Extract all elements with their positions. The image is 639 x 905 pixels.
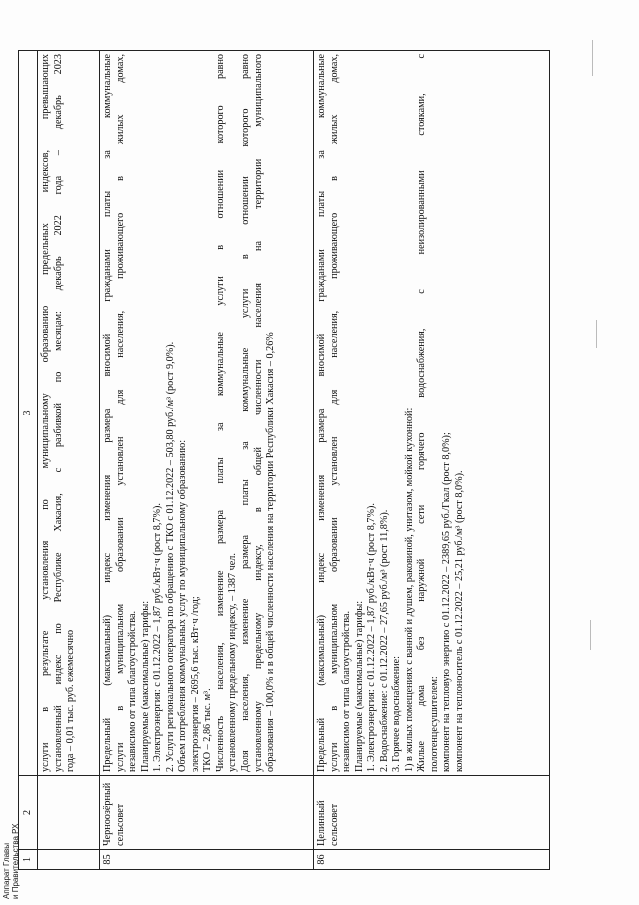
text-line: компонент на теплоноситель с 01.12.2022 – 25,21 руб./м³ (рост 8,0%). bbox=[454, 470, 466, 772]
text-line: Предельный (максимальный) индекс изменения размера вносимой гражданами платы за коммунальные bbox=[316, 54, 327, 772]
row-number bbox=[38, 850, 100, 870]
municipality-name: Черноозёрный сельсовет bbox=[100, 776, 314, 850]
text-line: установленному предельному индексу, – 1387 чел. bbox=[227, 553, 239, 772]
stamp-line: и Правительства РХ bbox=[11, 823, 21, 899]
table-header-row bbox=[19, 51, 38, 870]
text-line: Жилые дома без наружной сети горячего водоснабжения, с неизолированными стояками, с bbox=[416, 54, 428, 772]
row-number: 86 bbox=[314, 850, 550, 870]
text-line: независимо от типа благоустройства. bbox=[341, 610, 353, 772]
text-line: полотенцесушителем: bbox=[428, 676, 440, 772]
text-line: года – 0,01 тыс. руб. ежемесячно bbox=[65, 629, 77, 772]
text-line: установленному предельному индексу, в общей численности населения на территории муниципального bbox=[252, 54, 264, 772]
text-line: 1. Электроэнергия: с 01.12.2022 – 1,87 руб./кВт·ч (рост 8,7%). bbox=[366, 503, 378, 772]
text-line: установленный индекс по Республике Хакасия, с разбивкой по месяцам: декабрь 2022 года – декабрь 2023 bbox=[52, 54, 64, 772]
text-line: Доля населения, изменение размера платы за коммунальные услуги в отношении которого равно bbox=[240, 54, 252, 772]
text-line: услуги в муниципальном образовании установлен для населения, проживающего в жилых домах, bbox=[114, 54, 126, 772]
text-line: услуги в результате установления по муниципальному образованию предельных индексов, превышающих bbox=[40, 54, 51, 772]
text-line: Планируемые (максимальные) тарифы: bbox=[353, 600, 365, 772]
text-line: Численность населения, изменение размера платы за коммунальные услуги в отношении которого равно bbox=[214, 54, 226, 772]
scan-artifact-line bbox=[592, 40, 593, 76]
scan-artifact-line bbox=[590, 620, 591, 650]
rotated-table-block bbox=[18, 50, 550, 870]
row-text bbox=[100, 51, 314, 776]
text-line: Планируемые (максимальные) тарифы: bbox=[139, 600, 151, 772]
row-text bbox=[38, 51, 100, 776]
text-line: Объем потребления коммунальных услуг по муниципальному образованию: bbox=[177, 439, 189, 772]
municipality-name: Целинный сельсовет bbox=[314, 776, 550, 850]
table-row bbox=[38, 51, 100, 870]
scan-artifact-line bbox=[596, 320, 597, 348]
row-text bbox=[314, 51, 550, 776]
row-number: 85 bbox=[100, 850, 314, 870]
stamp-text bbox=[2, 823, 21, 899]
text-line: 1) в жилых помещениях с ванной и душем, раковиной, унитазом, мойкой кухонной: bbox=[403, 407, 415, 772]
text-line: электроэнергия – 2695,6 тыс. кВт·ч /год; bbox=[189, 596, 201, 772]
stamp-line: Аппарат Главы bbox=[2, 842, 11, 899]
tariff-table bbox=[18, 50, 550, 870]
text-line: 2. Водоснабжение: с 01.12.2022 – 27,65 руб./м³ (рост 11,8%). bbox=[378, 509, 390, 772]
office-stamp bbox=[2, 823, 22, 899]
municipality-name bbox=[38, 776, 100, 850]
text-line: Предельный (максимальный) индекс изменения размера вносимой гражданами платы за коммунальные bbox=[102, 54, 113, 772]
text-line: компонент на тепловую энергию с 01.12.2022 – 2389,65 руб./Гкал (рост 8,0%); bbox=[441, 432, 453, 772]
header-col-1: 1 bbox=[19, 850, 38, 870]
text-line: 3. Горячее водоснабжение: bbox=[391, 656, 403, 772]
text-line: независимо от типа благоустройства. bbox=[127, 610, 139, 772]
text-line: образования – 100,0% и в общей численности населения на территории Республики Хакасия – 0,26% bbox=[265, 332, 277, 772]
header-col-3: 3 bbox=[19, 51, 38, 776]
text-line: 2. Услуги регионального оператора по обращению с ТКО с 01.12.2022 – 503,80 руб./м³ (рост 9,0%). bbox=[164, 341, 176, 772]
table-row bbox=[100, 51, 314, 870]
text-line: 1. Электроэнергия: с 01.12.2022 – 1,87 руб./кВт·ч (рост 8,7%). bbox=[152, 503, 164, 772]
text-line: услуги в муниципальном образовании установлен для населения, проживающего в жилых домах, bbox=[328, 54, 340, 772]
text-line: ТКО – 2,86 тыс. м³. bbox=[202, 688, 214, 772]
header-col-2: 2 bbox=[19, 776, 38, 850]
table-row bbox=[314, 51, 550, 870]
